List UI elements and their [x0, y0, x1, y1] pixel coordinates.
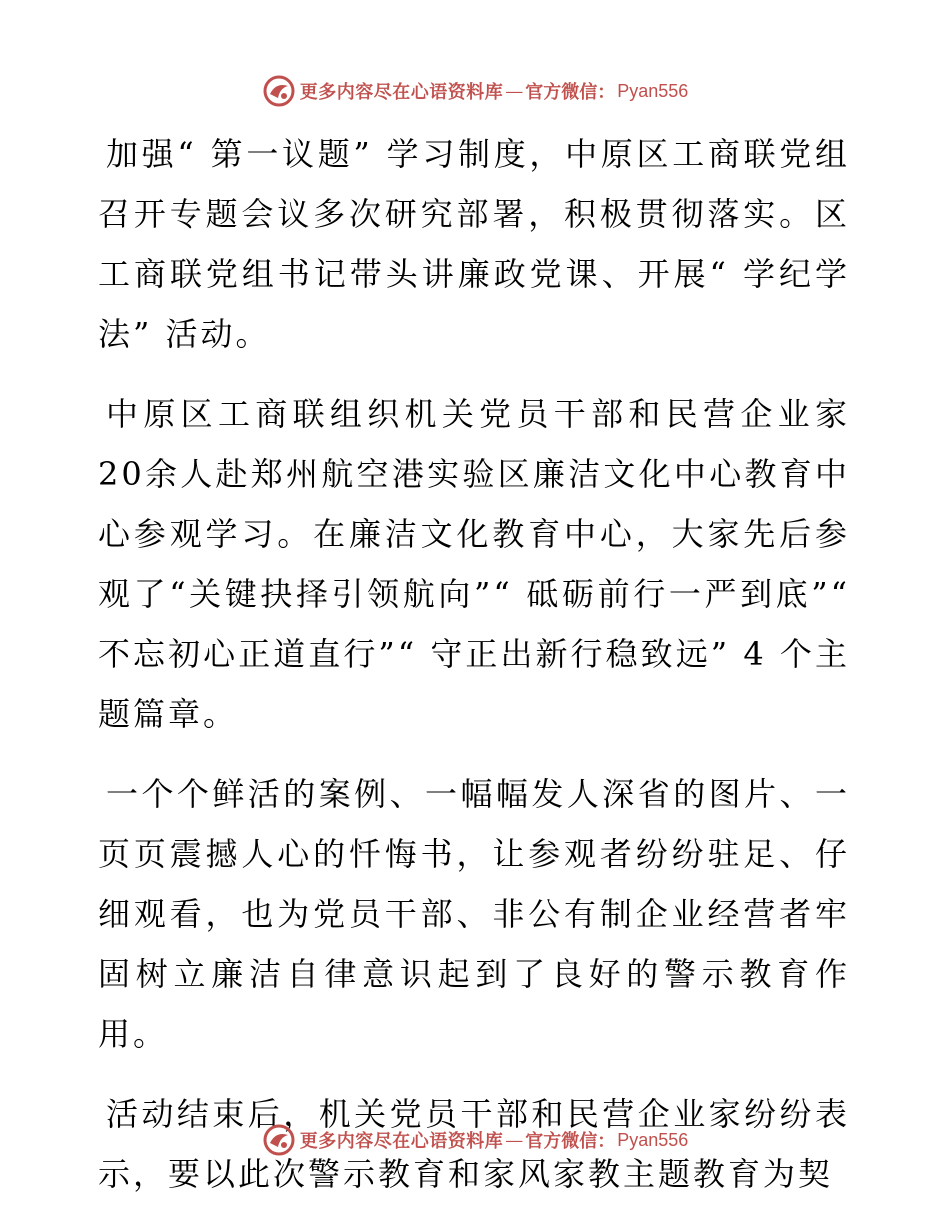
watermark-text: 更多内容尽在心语资料库 — [299, 82, 504, 103]
paragraph: 活动结束后，机关党员干部和民营企业家纷纷表示，要以此次警示教育和家风家教主题教育为契 — [98, 1095, 850, 1193]
watermark-text: 更多内容尽在心语资料库 — [299, 1131, 504, 1152]
header-watermark — [0, 71, 950, 111]
watermark-separator: — — [505, 1129, 524, 1151]
wechat-label: 官方微信： — [525, 82, 616, 103]
paragraph: 中原区工商联组织机关党员干部和民营企业家 20余人赴郑州航空港实验区廉洁文化中心教育中心参观学习。在廉洁文化教育中心，大家先后参观了“关键抉择引领航向”“ 砥砺前行一严到底”“ 不忘初心正道直行”“ 守正出新行稳致远” 4 个主题篇章。 — [98, 395, 850, 733]
footer-watermark — [0, 1120, 950, 1160]
paragraph: 加强“ 第一议题” 学习制度，中原区工商联党组召开专题会议多次研究部署，积极贯彻落实。区工商联党组书记带头讲廉政党课、开展“ 学纪学法” 活动。 — [98, 135, 850, 353]
wechat-id: Pyan556 — [617, 80, 689, 101]
wechat-label: 官方微信： — [525, 1131, 616, 1152]
swirl-logo-icon — [262, 1123, 296, 1157]
watermark-separator: — — [505, 80, 524, 102]
body-text — [98, 124, 850, 1224]
wechat-id: Pyan556 — [617, 1129, 689, 1150]
paragraph: 一个个鲜活的案例、一幅幅发人深省的图片、一页页震撼人心的忏悔书，让参观者纷纷驻足、仔细观看，也为党员干部、非公有制企业经营者牢固树立廉洁自律意识起到了良好的警示教育作用。 — [98, 775, 850, 1053]
swirl-logo-icon — [262, 74, 296, 108]
